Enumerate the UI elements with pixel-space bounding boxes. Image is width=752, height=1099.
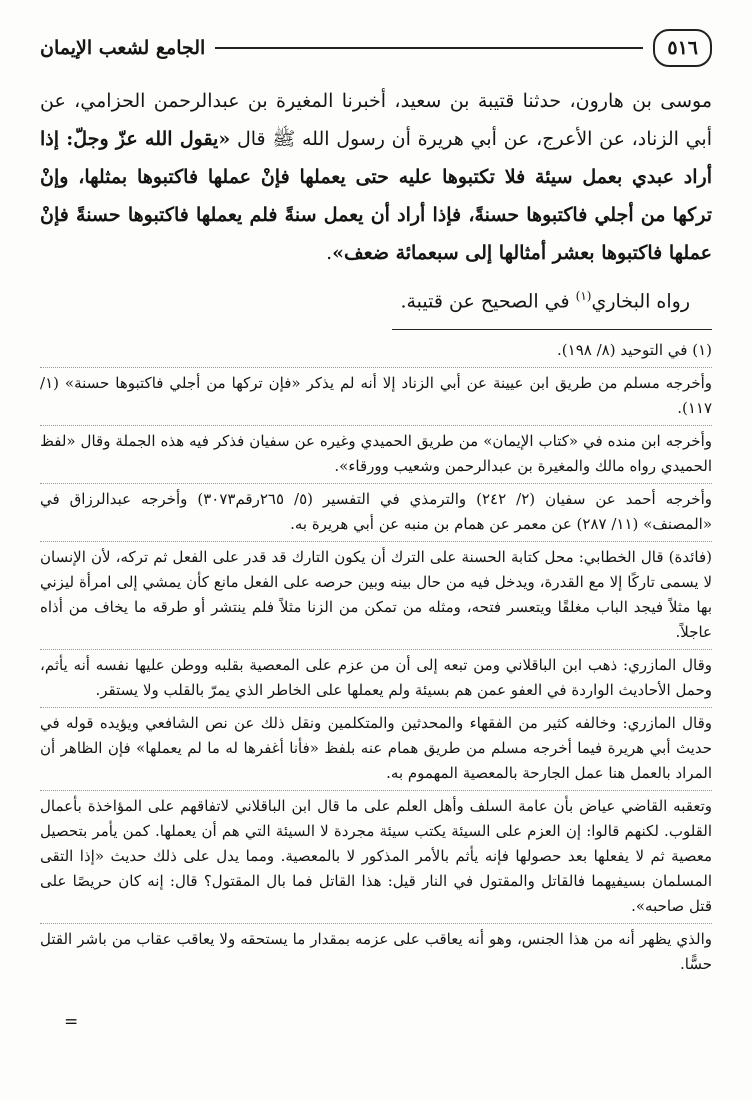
hadith-end: . xyxy=(326,242,333,264)
continuation-mark: = xyxy=(64,1012,79,1032)
footnote-paragraph: وتعقبه القاضي عياض بأن عامة السلف وأهل العلم على ما قال ابن الباقلاني لاتفاقهم على المؤاخذة بأعمال القلوب. لكنهم قالوا: إن العزم على السيئة يكتب سيئة مجردة لا السيئة التي هم أن يعملها. كمن يأمر بتحصيل معصية ثم لا يفعلها بعد حصولها فإنه يأثم بالأمر المذكور لا بالمعصية. ومما يدل على ذلك حديث «إذا التقى المسلمان بسيفيهما فالقاتل والمقتول في النار قيل: هذا القاتل فما بال المقتول؟ قال: إنه كان حريصًا على قتل صاحبه». xyxy=(40,790,712,923)
isnad-text: موسى بن هارون، حدثنا قتيبة بن سعيد، أخبرنا المغيرة بن عبدالرحمن الحزامي، عن أبي الزناد، عن الأعرج، عن أبي هريرة أن رسول الله ﷺ قال xyxy=(40,90,712,150)
footnote-paragraph: وقال المازري: ذهب ابن الباقلاني ومن تبعه إلى أن من عزم على المعصية بقلبه ووطن عليها نفسه أنه يأثم، وحمل الأحاديث الواردة في العفو عمن هم بسيئة ولم يعملها على الخاطر الذي يمرّ بالقلب ولا يستقر. xyxy=(40,649,712,707)
page-number: ٥١٦ xyxy=(653,29,712,67)
footnote-paragraph: (فائدة) قال الخطابي: محل كتابة الحسنة على الترك أن يكون التارك قد قدر على الفعل ثم تركه، لأن الإنسان لا يسمى تاركًا إلا مع القدرة، ويدخل فيه من حال بينه وبين حرصه على الفعل مانع كأن يمشي إلى امرأة ليزني بها مثلاً فيجد الباب مغلقًا ويتعسر فتحه، ومثله من تمكن من الزنا مثلاً فلم ينتشر أو طرقه ما يخاف من أذاه عاجلاً. xyxy=(40,541,712,649)
hadith-text xyxy=(40,82,712,272)
footnote-1: (١) في التوحيد (٨/ ١٩٨). xyxy=(557,341,712,360)
riwaya-after: في الصحيح عن قتيبة. xyxy=(400,290,576,313)
footnote-paragraph: وأخرجه مسلم من طريق ابن عيينة عن أبي الزناد إلا أنه لم يذكر «فإن تركها من أجلي فاكتبوها حسنة» (١/ ١١٧). xyxy=(40,367,712,425)
footnotes xyxy=(40,338,712,981)
footnote-ref: (١) xyxy=(575,289,592,303)
footnote-paragraph: وأخرجه أحمد عن سفيان (٢/ ٢٤٢) والترمذي في التفسير (٥/ ٢٦٥رقم٣٠٧٣) وأخرجه عبدالرزاق في «المصنف» (١١/ ٢٨٧) عن معمر عن همام بن منبه عن أبي هريرة به. xyxy=(40,483,712,541)
footnote-divider xyxy=(392,329,712,330)
running-title: الجامع لشعب الإيمان xyxy=(40,37,206,59)
footnote-paragraph: والذي يظهر أنه من هذا الجنس، وهو أنه يعاقب على عزمه بمقدار ما يستحقه ولا يعاقب عقاب من باشر القتل حسًّا. xyxy=(40,923,712,981)
footnote-paragraph: وقال المازري: وخالفه كثير من الفقهاء والمحدثين والمتكلمين ونقل ذلك عن نص الشافعي ويؤيده قوله في حديث أبي هريرة فيما أخرجه مسلم من طريق همام عنه بلفظ «فأنا أغفرها له ما لم يعملها» فإن الظاهر أن المراد بالعمل هنا عمل الجارحة بالمعصية المهموم به. xyxy=(40,707,712,790)
header-rule xyxy=(215,47,643,49)
page-header xyxy=(40,26,712,70)
book-page xyxy=(40,26,712,981)
riwaya-before: رواه البخاري xyxy=(591,290,690,313)
footnote-paragraph: وأخرجه ابن منده في «كتاب الإيمان» من طريق الحميدي وغيره عن سفيان فذكر فيه هذه الجملة وقال «لفظ الحميدي رواه مالك والمغيرة بن عبدالرحمن وشعيب وورقاء». xyxy=(40,425,712,483)
riwaya-line xyxy=(40,278,712,319)
hadith-matn: «يقول الله عزّ وجلّ: إذا أراد عبدي بعمل سيئة فلا تكتبوها عليه حتى يعملها فإنْ عملها فاكتبوها بمثلها، وإنْ تركها من أجلي فاكتبوها حسنةً، فإذا أراد أن يعمل سنةً فلم يعملها فاكتبوها حسنةً فإنْ عملها فاكتبوها بعشر أمثالها إلى سبعمائة ضعف» xyxy=(40,128,712,264)
